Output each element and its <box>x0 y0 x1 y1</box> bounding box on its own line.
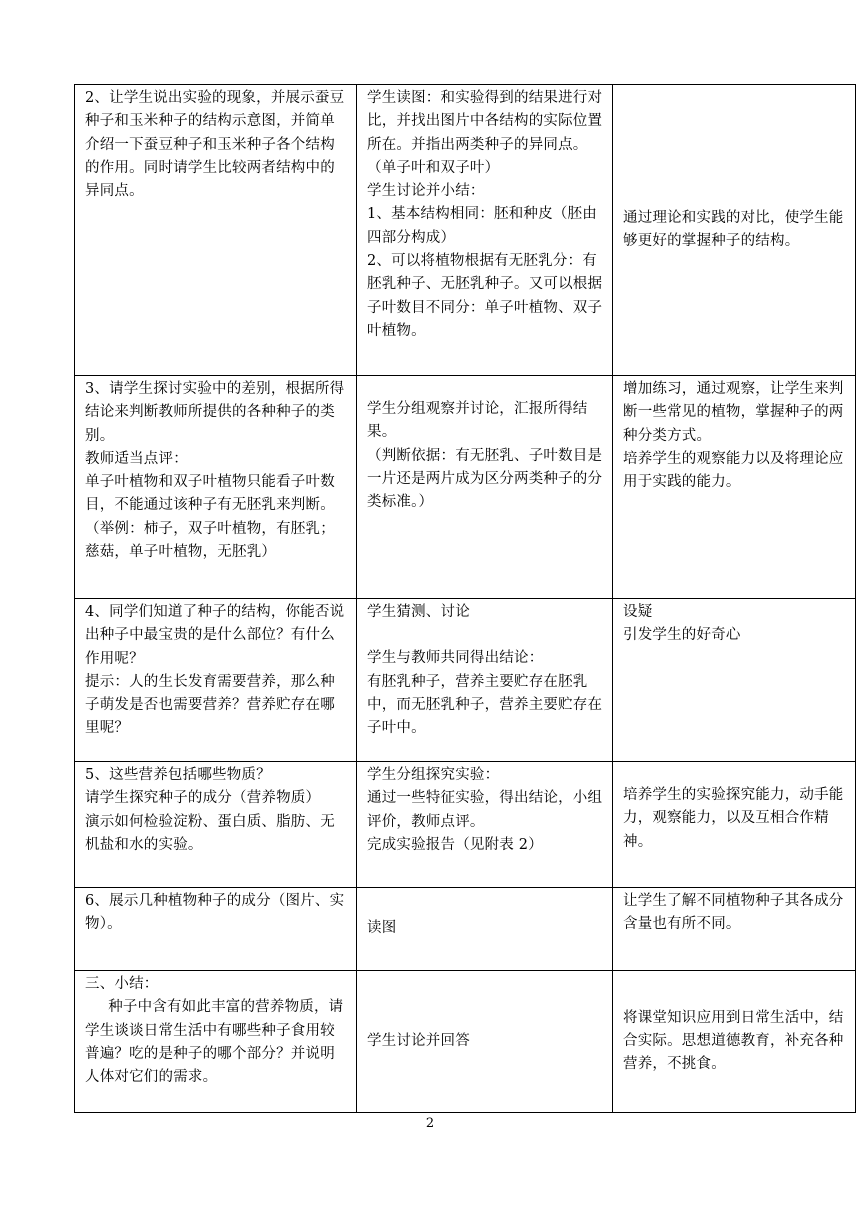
table-row <box>75 762 856 888</box>
cell-text: 4、同学们知道了种子的结构，你能否说出种子中最宝贵的是什么部位？有什么作用呢？ <box>85 604 345 667</box>
cell-text: 1、基本结构相同：胚和种皮（胚由四部分构成） <box>367 206 597 246</box>
teacher-activity-cell <box>75 971 357 1113</box>
cell-text: （判断依据：有无胚乳、子叶数目是一片还是两片成为区分两类种子的分类标准。） <box>367 447 603 511</box>
cell-text: 学生读图：和实验得到的结果进行对比，并找出图片中各结构的实际位置所在。并指出两类种子的异同点。（单子叶和双子叶） <box>367 90 603 176</box>
design-intent-cell <box>613 888 856 971</box>
cell-text: 提示：人的生长发育需要营养，那么种子萌发是否也需要营养？营养贮存在哪里呢？ <box>85 673 335 737</box>
cell-text: 请学生探究种子的成分（营养物质） <box>85 790 321 807</box>
cell-text: 种子中含有如此丰富的营养物质，请学生谈谈日常生活中有哪些种子食用较普遍？吃的是种子的哪个部分？并说明人体对它们的需求。 <box>85 999 344 1086</box>
cell-text: 学生与教师共同得出结论： <box>367 650 544 667</box>
teacher-activity-cell <box>75 599 357 762</box>
student-activity-cell <box>357 762 613 888</box>
table-row <box>75 376 856 599</box>
design-intent-cell <box>613 762 856 888</box>
design-intent-cell <box>613 85 856 376</box>
cell-text: 有胚乳种子，营养主要贮存在胚乳中，而无胚乳种子，营养主要贮存在子叶中。 <box>367 673 603 737</box>
teacher-activity-cell <box>75 888 357 971</box>
cell-text: 三、小结： <box>85 976 159 992</box>
cell-text: 让学生了解不同植物种子其各成分含量也有所不同。 <box>623 893 844 933</box>
cell-text: 2、让学生说出实验的现象，并展示蚕豆种子和玉米种子的结构示意图，并简单介绍一下蚕豆种子和玉米种子各个结构的作用。同时请学生比较两者结构中的异同点。 <box>85 90 345 200</box>
cell-text: 引发学生的好奇心 <box>623 627 741 644</box>
design-intent-cell <box>613 376 856 599</box>
cell-text: 单子叶植物和双子叶植物只能看子叶数目，不能通过该种子有无胚乳来判断。（举例：柿子，双子叶植物，有胚乳；慈菇，单子叶植物，无胚乳） <box>85 474 335 561</box>
cell-text: 读图 <box>367 920 397 937</box>
blank-line <box>367 624 604 647</box>
lesson-plan-table <box>74 84 856 1113</box>
student-activity-cell <box>357 376 613 599</box>
teacher-activity-cell <box>75 376 357 599</box>
design-intent-cell <box>613 971 856 1113</box>
student-activity-cell <box>357 599 613 762</box>
table-row <box>75 599 856 762</box>
cell-text: 学生讨论并回答 <box>367 1032 470 1049</box>
design-intent-cell <box>613 599 856 762</box>
cell-text: 通过理论和实践的对比，使学生能够更好的掌握种子的结构。 <box>623 209 844 249</box>
cell-text: 培养学生的实验探究能力，动手能力，观察能力，以及互相合作精神。 <box>623 787 844 850</box>
cell-text: 教师适当点评： <box>85 450 188 467</box>
cell-text: 6、展示几种植物种子的成分（图片、实物）。 <box>85 893 345 933</box>
cell-text: 3、请学生探讨实验中的差别，根据所得结论来判断教师所提供的各种种子的类别。 <box>85 381 345 444</box>
cell-text: 学生猜测、讨论 <box>367 604 470 620</box>
cell-text: 增加练习，通过观察，让学生来判断一些常见的植物，掌握种子的两种分类方式。 <box>623 381 844 444</box>
cell-text: 5、这些营养包括哪些物质？ <box>85 767 271 783</box>
cell-text: 通过一些特征实验，得出结论，小组评价，教师点评。 <box>367 790 603 830</box>
page-number: 2 <box>425 1116 435 1131</box>
cell-text: 学生分组探究实验： <box>367 767 500 783</box>
student-activity-cell <box>357 888 613 971</box>
cell-text: 学生讨论并小结： <box>367 183 485 200</box>
cell-text: 设疑 <box>623 604 653 620</box>
cell-text: 演示如何检验淀粉、蛋白质、脂肪、无机盐和水的实验。 <box>85 813 335 853</box>
cell-text: 学生分组观察并讨论，汇报所得结果。 <box>367 401 588 441</box>
teacher-activity-cell <box>75 85 357 376</box>
student-activity-cell <box>357 85 613 376</box>
cell-text: 2、可以将植物根据有无胚乳分：有胚乳种子、无胚乳种子。又可以根据子叶数目不同分：单子叶植物、双子叶植物。 <box>367 253 603 339</box>
cell-text: 完成实验报告（见附表 2） <box>367 836 543 853</box>
cell-text: 培养学生的观察能力以及将理论应用于实践的能力。 <box>623 450 844 491</box>
cell-text: 将课堂知识应用到日常生活中，结合实际。思想道德教育，补充各种营养，不挑食。 <box>623 1009 844 1073</box>
teacher-activity-cell <box>75 762 357 888</box>
table-row <box>75 85 856 376</box>
table-row <box>75 971 856 1113</box>
student-activity-cell <box>357 971 613 1113</box>
table-row <box>75 888 856 971</box>
